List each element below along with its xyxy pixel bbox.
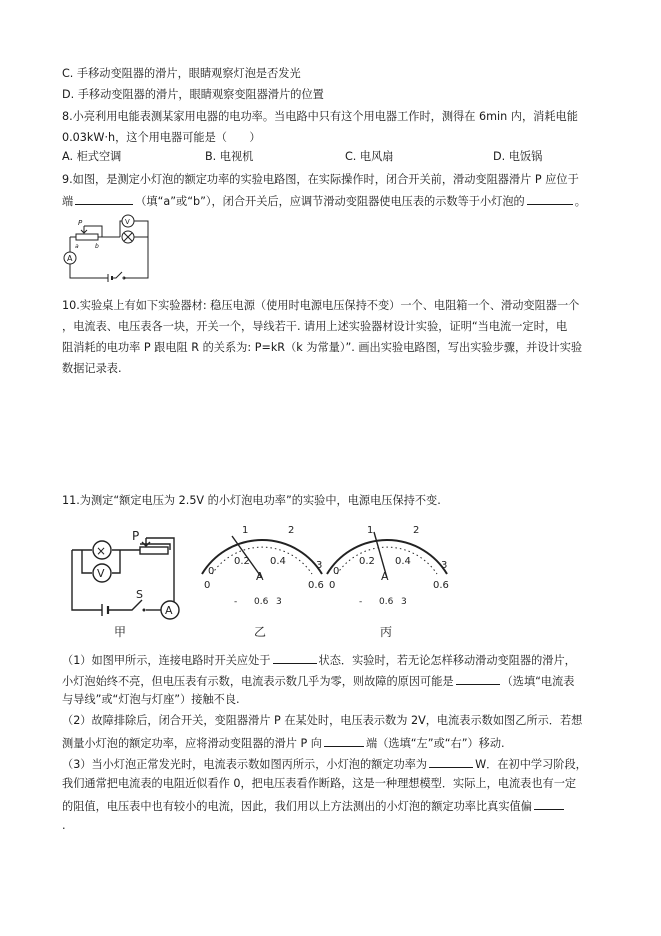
q11-p3-text-a: （3）当小灯泡正常发光时，电流表示数如图丙所示，小灯泡的额定功率为 <box>62 758 428 771</box>
q11-meter-bing-bottom-0: 0 <box>329 580 336 591</box>
q9-label-a: a <box>75 243 79 250</box>
q11-p2-blank[interactable] <box>324 735 364 747</box>
q11-p3-line1 <box>62 756 587 772</box>
q11-meter-yi-bottom-2: 0.4 <box>270 556 286 567</box>
q11-meter-bing-terminal-minus: - <box>359 597 363 607</box>
q11-meter-bing <box>327 525 449 639</box>
q11-p2-text-a: 测量小灯泡的额定功率，应将滑动变阻器的滑片 P 向 <box>62 737 322 750</box>
q11-voltmeter-label: V <box>97 567 105 580</box>
q11-p3-blank-1[interactable] <box>429 756 473 768</box>
q8-stem-text-b: 内，消耗电能 <box>510 110 578 123</box>
q11-meter-bing-terminal-06: 0.6 <box>379 597 394 607</box>
q9-voltmeter-label: V <box>125 218 130 226</box>
q8-option-c: C. 电风扇 <box>345 150 394 163</box>
q11-p3-line4: . <box>62 819 66 832</box>
q7-option-c: C. 手移动变阻器的滑片，眼睛观察灯泡是否发光 <box>62 67 301 80</box>
q11-p1-text-a: （1）如图甲所示，连接电路时开关应处于 <box>62 654 271 667</box>
q11-p2-line1: （2）故障排除后，闭合开关，变阻器滑片 P 在某处时，电压表示数为 2V，电流表示数如图乙所示．若想 <box>62 714 583 727</box>
q9-label-p: P <box>78 219 83 227</box>
q11-label-bing: 丙 <box>380 625 393 639</box>
q11-p3-text-b: W．在初中学习阶段， <box>475 758 587 771</box>
q9-stem-line1: 9.如图，是测定小灯泡的额定功率的实验电路图，在实际操作时，闭合开关前，滑动变阻器滑片 P 应位于 <box>62 173 579 186</box>
q8-stem-line2: 0.03kW·h，这个用电器可能是（ ） <box>62 131 261 144</box>
q11-meter-yi-top-0: 0 <box>208 566 215 577</box>
q8-option-d: D. 电饭锅 <box>493 150 543 163</box>
q11-figure <box>62 518 482 643</box>
q11-meter-bing-top-1: 1 <box>367 525 374 536</box>
q11-stem: 11.为测定“额定电压为 2.5V 的小灯泡电功率”的实验中，电源电压保持不变. <box>62 494 441 507</box>
q11-meter-bing-top-0: 0 <box>333 566 340 577</box>
q8-stem-line1 <box>62 110 578 124</box>
q11-meter-bing-top-3: 3 <box>441 560 448 571</box>
q11-p2-text-b: 端（选填“左”或“右”）移动. <box>366 737 505 750</box>
q11-p1-text-b: 状态．实验时，若无论怎样移动滑动变阻器的滑片， <box>318 654 576 667</box>
q11-p1-text-d: （选填“电流表 <box>501 675 575 688</box>
q11-p1-line3: 与导线”或“灯泡与灯座”）接触不良. <box>62 693 240 706</box>
q11-p1-line1 <box>62 652 576 668</box>
q7-option-d: D. 手移动变阻器的滑片，眼睛观察变阻器滑片的位置 <box>62 88 324 101</box>
q9-stem-line2 <box>62 193 586 209</box>
q11-switch-contact <box>143 609 146 612</box>
q10-line4: 数据记录表. <box>62 362 122 375</box>
q11-meter-yi-terminal-3: 3 <box>276 597 282 607</box>
q11-p1-line2 <box>62 673 575 689</box>
q11-meter-yi-bottom-1: 0.2 <box>234 556 250 567</box>
q9-blank-2[interactable] <box>527 193 573 205</box>
q11-meter-yi-terminal-minus: - <box>234 597 238 607</box>
q9-text-c: 。 <box>574 195 586 208</box>
q10-line3: 阻消耗的电功率 P 跟电阻 R 的关系为: P=kR（k 为常量）”. 画出实验电路图，写出实验步骤，并设计实验 <box>62 341 583 354</box>
q11-lamp-cross: × <box>96 544 107 558</box>
q11-p3-blank-2[interactable] <box>534 798 564 810</box>
q11-label-s: S <box>136 588 143 601</box>
q11-meter-yi-bottom-0: 0 <box>204 580 211 591</box>
q11-meter-yi-terminal-06: 0.6 <box>254 597 269 607</box>
q11-ammeter-label: A <box>165 604 173 617</box>
q10-line2: ，电流表、电压表各一块，开关一个，导线若干. 请用上述实验器材设计实验，证明“当电流一定时，电 <box>62 320 568 333</box>
q8-options <box>62 150 582 164</box>
q11-p3-line2: 我们通常把电流表的电阻近似看作 0，把电压表看作断路，这是一种理想模型．实际上，电流表也有一定 <box>62 777 577 790</box>
q9-ammeter-label: A <box>67 254 73 263</box>
q11-meter-bing-bottom-3: 0.6 <box>433 580 449 591</box>
q11-p1-blank-1[interactable] <box>273 652 317 664</box>
q8-option-b: B. 电视机 <box>205 150 254 163</box>
q11-p1-blank-2[interactable] <box>456 673 500 685</box>
q9-circuit-diagram <box>58 212 158 288</box>
q8-option-a: A. 柜式空调 <box>62 150 122 163</box>
q11-meter-bing-terminal-3: 3 <box>401 597 407 607</box>
q11-meter-yi-top-2: 2 <box>288 525 295 536</box>
q11-p2-line2 <box>62 735 505 751</box>
q11-meter-yi-unit: A <box>256 570 264 583</box>
q11-label-p: P <box>132 529 140 543</box>
q11-label-jia: 甲 <box>114 625 127 639</box>
q11-meter-yi <box>202 525 324 639</box>
q9-text-b: （填“a”或“b”），闭合开关后，应调节滑动变阻器使电压表的示数等于小灯泡的 <box>135 195 525 208</box>
q11-meter-bing-bottom-1: 0.2 <box>359 556 375 567</box>
q11-label-yi: 乙 <box>254 625 267 639</box>
q11-meter-bing-top-2: 2 <box>413 525 420 536</box>
q11-meter-yi-bottom-3: 0.6 <box>308 580 324 591</box>
q9-blank-1[interactable] <box>75 193 133 205</box>
q11-meter-bing-bottom-2: 0.4 <box>395 556 411 567</box>
q11-p3-text-c: 的阻值，电压表中也有较小的电流，因此，我们用以上方法测出的小灯泡的额定功率比真实值偏 <box>62 800 532 813</box>
q9-label-b: b <box>95 243 99 250</box>
q11-meter-yi-top-1: 1 <box>242 525 249 536</box>
q9-text-a: 端 <box>62 195 74 208</box>
q8-stem-text-a: 8.小亮利用电能表测某家用电器的电功率。当电路中只有这个用电器工作时，测得在 <box>62 110 476 123</box>
q11-p3-line3 <box>62 798 566 814</box>
q10-line1: 10.实验桌上有如下实验器材: 稳压电源（使用时电源电压保持不变）一个、电阻箱一个、滑动变阻器一个 <box>62 299 580 312</box>
q11-circuit-jia <box>72 538 174 616</box>
q11-meter-yi-top-3: 3 <box>316 560 323 571</box>
q11-p1-text-c: 小灯泡始终不亮，但电压表有示数，电流表示数几乎为零，则故障的原因可能是 <box>62 675 454 688</box>
q11-meter-bing-unit: A <box>381 570 389 583</box>
q8-time-value: 6min <box>479 110 508 123</box>
